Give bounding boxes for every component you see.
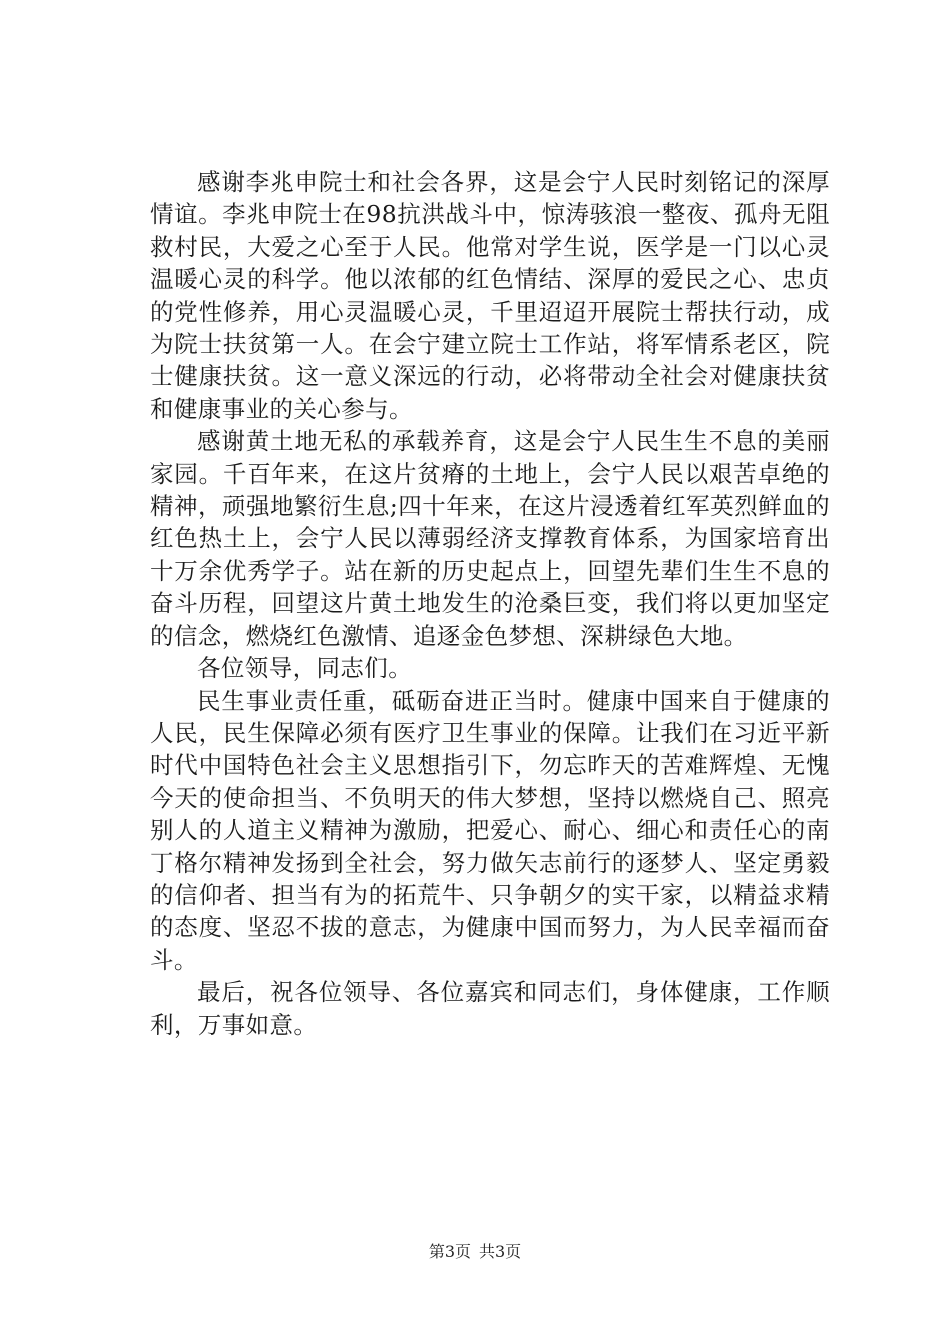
page-number: 第3页 <box>428 1242 471 1261</box>
paragraph-thanks-academician: 感谢李兆申院士和社会各界，这是会宁人民时刻铭记的深厚情谊。李兆申院士在98抗洪战斗中，惊涛骇浪一整夜、孤舟无阻救村民，大爱之心至于人民。他常对学生说，医学是一门以心灵温暖心灵的科学。他以浓郁的红色情结、深厚的爱民之心、忠贞的党性修养，用心灵温暖心灵，千里迢迢开展院士帮扶行动，成为院士扶贫第一人。在会宁建立院士工作站，将军情系老区，院士健康扶贫。这一意义深远的行动，必将带动全社会对健康扶贫和健康事业的关心参与。 <box>150 168 830 423</box>
page-footer <box>0 1242 950 1262</box>
paragraph-thanks-loess-land: 感谢黄土地无私的承载养育，这是会宁人民生生不息的美丽家园。千百年来，在这片贫瘠的土地上，会宁人民以艰苦卓绝的精神，顽强地繁衍生息;四十年来，在这片浸透着红军英烈鲜血的红色热土上，会宁人民以薄弱经济支撑教育体系，为国家培育出十万余优秀学子。站在新的历史起点上，回望先辈们生生不息的奋斗历程，回望这片黄土地发生的沧桑巨变，我们将以更加坚定的信念，燃烧红色激情、追逐金色梦想、深耕绿色大地。 <box>150 427 830 650</box>
page-total: 共3页 <box>479 1242 522 1261</box>
document-body <box>150 166 830 1041</box>
paragraph-salutation: 各位领导，同志们。 <box>197 654 413 683</box>
paragraph-closing-wishes: 最后，祝各位领导、各位嘉宾和同志们，身体健康，工作顺利，万事如意。 <box>150 978 830 1039</box>
paragraph-livelihood: 民生事业责任重，砥砺奋进正当时。健康中国来自于健康的人民，民生保障必须有医疗卫生事业的保障。让我们在习近平新时代中国特色社会主义思想指引下，勿忘昨天的苦难辉煌、无愧今天的使命担当、不负明天的伟大梦想，坚持以燃烧自己、照亮别人的人道主义精神为激励，把爱心、耐心、细心和责任心的南丁格尔精神发扬到全社会，努力做矢志前行的逐梦人、坚定勇毅的信仰者、担当有为的拓荒牛、只争朝夕的实干家，以精益求精的态度、坚忍不拔的意志，为健康中国而努力，为人民幸福而奋斗。 <box>150 686 830 974</box>
